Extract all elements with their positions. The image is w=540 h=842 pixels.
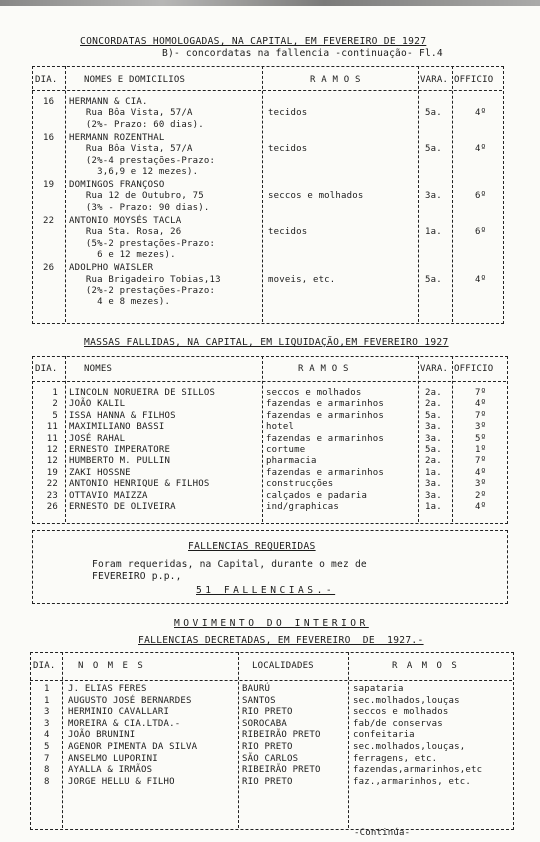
s1-row-line: ADOLPHO WAISLER xyxy=(69,263,154,274)
s4-continua: -Continúa- xyxy=(354,828,411,838)
s1-row-line: HERMANN ROZENTHAL xyxy=(69,132,165,143)
s1-row-officio: 6º xyxy=(475,191,487,202)
s2-row-dia: 5 xyxy=(52,410,58,421)
s2-col-rule xyxy=(418,356,419,522)
s1-head-nomes: NOMES E DOMICILIOS xyxy=(84,75,186,85)
s1-row-dia: 16 xyxy=(43,132,55,143)
s1-row-line: Rua Sta. Rosa, 26 xyxy=(69,227,182,238)
s4-row-localidade: BAURÚ xyxy=(242,684,271,694)
s4-col-rule xyxy=(62,652,63,828)
s1-head-ramos: R A M O S xyxy=(310,75,361,85)
s1-row-vara: 3a. xyxy=(425,191,442,202)
s2-col-rule xyxy=(262,356,263,522)
s4-row-dia: 7 xyxy=(44,753,50,764)
s2-row-nome: JOÃO KALIL xyxy=(69,399,126,410)
s1-row-line: (2%-4 prestações-Prazo: xyxy=(69,155,216,166)
s2-row-vara: 2a. xyxy=(425,399,442,410)
s2-title: MASSAS FALLIDAS, NA CAPITAL, EM LIQUIDAÇÃO,EM FEVEREIRO 1927 xyxy=(84,337,449,348)
s1-subtitle: B)- concordatas na fallencia -continuação- Fl.4 xyxy=(162,48,443,59)
s4-row-ramo: sec.molhados,louças, xyxy=(353,742,466,752)
s2-row-nome: JOSÉ RAHAL xyxy=(69,433,126,444)
s4-row-nome: JORGE HELLU & FILHO xyxy=(68,776,175,787)
s1-title: CONCORDATAS HOMOLOGADAS, NA CAPITAL, EM FEVEREIRO DE 1927 xyxy=(80,36,427,47)
s2-row-ramo: fazendas e armarinhos xyxy=(266,433,384,444)
s2-row-officio: 4º xyxy=(475,399,487,410)
s4-row-localidade: RIO PRETO xyxy=(242,742,293,752)
s2-row-vara: 5a. xyxy=(425,410,442,421)
s1-row-line: 6 e 12 mezes). xyxy=(69,249,176,260)
s4-subtitle: FALLENCIAS DECRETADAS, EM FEVEREIRO DE 1927.- xyxy=(138,635,424,646)
s4-head-ramos: R A M O S xyxy=(392,661,459,671)
s2-head-nomes: NOMES xyxy=(84,364,113,374)
s1-row-ramo: tecidos xyxy=(268,144,308,155)
s2-col-rule xyxy=(452,356,453,522)
s1-col-rule xyxy=(262,66,263,322)
s2-row-vara: 5a. xyxy=(425,445,442,455)
s1-row-line: (3% - Prazo: 90 dias). xyxy=(69,202,210,213)
s4-title: MOVIMENTO DO INTERIOR xyxy=(174,618,369,629)
s1-row-officio: 6º xyxy=(475,227,487,238)
s1-row-dia: 19 xyxy=(43,180,55,191)
s2-head-ramos: R A M O S xyxy=(298,364,349,374)
s2-row-dia: 12 xyxy=(46,456,58,467)
s2-row-ramo: hotel xyxy=(266,422,295,433)
s2-row-officio: 4º xyxy=(475,502,487,512)
s1-head-vara: VARA. xyxy=(420,75,449,85)
s2-row-dia: 11 xyxy=(46,433,58,444)
s2-row-officio: 7º xyxy=(475,456,487,467)
s2-row-dia: 11 xyxy=(46,422,58,433)
s2-row-nome: MAXIMILIANO BASSI xyxy=(69,422,165,433)
s2-row-vara: 1a. xyxy=(425,467,442,478)
s2-row-nome: ANTONIO HENRIQUE & FILHOS xyxy=(69,479,210,490)
s4-head-nomes: N O M E S xyxy=(78,661,145,671)
s4-row-nome: MOREIRA & CIA.LTDA.- xyxy=(68,718,181,729)
s2-row-ramo: calçados e padaria xyxy=(266,490,368,501)
s1-header-rule xyxy=(32,90,502,91)
s4-row-ramo: sec.molhados,louças xyxy=(353,695,460,706)
s1-row-vara: 1a. xyxy=(425,227,442,238)
s1-row-line: Rua 12 de Outubro, 75 xyxy=(69,191,204,202)
s4-head-dia: DIA. xyxy=(33,661,56,671)
s4-row-nome: J. ELIAS FERES xyxy=(68,684,147,694)
s2-row-nome: LINCOLN NORUEIRA DE SILLOS xyxy=(69,388,216,398)
s1-row-ramo: tecidos xyxy=(268,227,308,238)
s2-head-vara: VARA. xyxy=(420,364,449,374)
s1-row-dia: 16 xyxy=(43,97,55,107)
s2-row-vara: 3a. xyxy=(425,422,442,433)
s1-row-dia: 22 xyxy=(43,216,55,226)
s4-row-localidade: RIBEIRÃO PRETO xyxy=(242,765,321,776)
s1-row-ramo: moveis, etc. xyxy=(268,274,336,285)
s1-row-line: (5%-2 prestações-Prazo: xyxy=(69,238,216,249)
s4-row-dia: 3 xyxy=(44,718,50,729)
s4-row-nome: HERMINIO CAVALLARI xyxy=(68,707,170,718)
s4-row-dia: 4 xyxy=(44,730,50,741)
s4-row-ramo: confeitaria xyxy=(353,730,415,741)
s2-row-nome: HUMBERTO M. PULLIN xyxy=(69,456,171,467)
s1-row-ramo: seccos e molhados xyxy=(268,191,364,202)
s1-row-officio: 4º xyxy=(475,274,487,285)
s4-row-localidade: RIBEIRÃO PRETO xyxy=(242,730,321,741)
s2-row-ramo: construcções xyxy=(266,479,334,490)
s2-row-nome: ISSA HANNA & FILHOS xyxy=(69,410,176,421)
s2-row-ramo: fazendas e armarinhos xyxy=(266,399,384,410)
s4-header-rule xyxy=(30,680,512,681)
s2-row-nome: ERNESTO IMPERATORE xyxy=(69,445,171,455)
s2-row-officio: 5º xyxy=(475,433,487,444)
scan-smudge xyxy=(0,0,540,6)
s1-col-rule xyxy=(65,66,66,322)
s4-row-localidade: SÃO CARLOS xyxy=(242,753,299,764)
s1-col-rule xyxy=(418,66,419,322)
s4-row-localidade: RIO PRETO xyxy=(242,707,293,718)
s1-row-line: Rua Brigadeiro Tobias,13 xyxy=(69,274,221,285)
s1-row-line: DOMINGOS FRANÇOSO xyxy=(69,180,165,191)
s4-row-ramo: sapataria xyxy=(353,684,404,694)
s2-header-rule xyxy=(32,381,506,382)
s2-row-vara: 3a. xyxy=(425,479,442,490)
s1-head-officio: OFFICIO xyxy=(454,75,494,85)
s2-row-ramo: pharmacia xyxy=(266,456,317,467)
s1-row-officio: 4º xyxy=(475,144,487,155)
s4-row-dia: 3 xyxy=(44,707,50,718)
s1-row-line: Rua Bôa Vista, 57/A xyxy=(69,144,193,155)
s4-row-nome: AYALLA & IRMÃOS xyxy=(68,765,153,776)
s2-row-nome: ERNESTO DE OLIVEIRA xyxy=(69,502,176,512)
s2-row-officio: 7º xyxy=(475,410,487,421)
s1-row-line: HERMANN & CIA. xyxy=(69,97,148,107)
s4-table-frame xyxy=(30,652,514,830)
s2-row-dia: 1 xyxy=(52,388,58,398)
s1-row-line: ANTONIO MOYSÉS TACLA xyxy=(69,216,182,226)
s1-row-ramo: tecidos xyxy=(268,108,308,119)
s4-row-ramo: fab/de conservas xyxy=(353,718,443,729)
s4-head-localidades: LOCALIDADES xyxy=(252,661,314,671)
s3-line1: Foram requeridas, na Capital, durante o mez de xyxy=(92,559,367,570)
s4-row-ramo: fazendas,armarinhos,etc xyxy=(353,765,483,776)
s1-row-vara: 5a. xyxy=(425,274,442,285)
s2-row-dia: 23 xyxy=(46,490,58,501)
s4-row-dia: 1 xyxy=(44,695,50,706)
s2-row-officio: 3º xyxy=(475,422,487,433)
s4-row-ramo: seccos e molhados xyxy=(353,707,449,718)
s2-row-officio: 7º xyxy=(475,388,487,398)
s4-row-nome: AUGUSTO JOSÉ BERNARDES xyxy=(68,695,192,706)
s2-row-ramo: fazendas e armarinhos xyxy=(266,467,384,478)
s2-row-officio: 4º xyxy=(475,467,487,478)
s2-row-ramo: fazendas e armarinhos xyxy=(266,410,384,421)
s2-row-ramo: ind/graphicas xyxy=(266,502,340,512)
s2-row-nome: OTTAVIO MAIZZA xyxy=(69,490,148,501)
s4-row-dia: 1 xyxy=(44,684,50,694)
s2-row-nome: ZAKI HOSSNE xyxy=(69,467,131,478)
s2-row-officio: 2º xyxy=(475,490,487,501)
s1-head-dia: DIA. xyxy=(35,75,58,85)
s3-total: 51 FALLENCIAS.- xyxy=(196,585,336,596)
s2-row-vara: 2a. xyxy=(425,388,442,398)
s4-row-ramo: faz.,armarinhos, etc. xyxy=(353,776,471,787)
s4-row-dia: 8 xyxy=(44,765,50,776)
s1-row-dia: 26 xyxy=(43,263,55,274)
s4-row-localidade: RIO PRETO xyxy=(242,776,293,787)
s1-row-line: Rua Bôa Vista, 57/A xyxy=(69,108,193,119)
s2-row-officio: 1º xyxy=(475,445,487,455)
s1-row-officio: 4º xyxy=(475,108,487,119)
s2-row-vara: 2a. xyxy=(425,456,442,467)
s4-row-nome: ANSELMO LUPORINI xyxy=(68,753,158,764)
s2-row-ramo: seccos e molhados xyxy=(266,388,362,398)
s2-row-dia: 2 xyxy=(52,399,58,410)
s1-row-line: 4 e 8 mezes). xyxy=(69,297,171,308)
s3-line2: FEVEREIRO p.p., xyxy=(92,571,182,582)
s2-row-dia: 12 xyxy=(46,445,58,455)
s2-row-officio: 3º xyxy=(475,479,487,490)
s4-row-localidade: SANTOS xyxy=(242,695,276,706)
s4-row-dia: 5 xyxy=(44,742,50,752)
s2-row-dia: 26 xyxy=(46,502,58,512)
s4-row-localidade: SOROCABA xyxy=(242,718,287,729)
s4-col-rule xyxy=(348,652,349,828)
s4-col-rule xyxy=(238,652,239,828)
s2-head-dia: DIA. xyxy=(35,364,58,374)
s4-row-nome: JOÃO BRUNINI xyxy=(68,730,136,741)
s4-row-nome: AGENOR PIMENTA DA SILVA xyxy=(68,742,198,752)
s2-row-ramo: cortume xyxy=(266,445,306,455)
s4-row-ramo: ferragens, etc. xyxy=(353,753,438,764)
s2-head-officio: OFFICIO xyxy=(454,364,494,374)
s2-col-rule xyxy=(65,356,66,522)
s2-row-dia: 22 xyxy=(46,479,58,490)
s2-row-vara: 1a. xyxy=(425,502,442,512)
s1-row-line: (2%- Prazo: 60 dias). xyxy=(69,119,204,130)
s2-row-vara: 3a. xyxy=(425,433,442,444)
s4-row-dia: 8 xyxy=(44,776,50,787)
s2-row-dia: 19 xyxy=(46,467,58,478)
s1-row-vara: 5a. xyxy=(425,108,442,119)
s1-col-rule xyxy=(452,66,453,322)
s2-row-vara: 3a. xyxy=(425,490,442,501)
s1-row-line: (2%-2 prestações-Prazo: xyxy=(69,285,216,296)
s1-row-vara: 5a. xyxy=(425,144,442,155)
s3-title: FALLENCIAS REQUERIDAS xyxy=(188,541,316,552)
s1-row-line: 3,6,9 e 12 mezes). xyxy=(69,166,199,177)
